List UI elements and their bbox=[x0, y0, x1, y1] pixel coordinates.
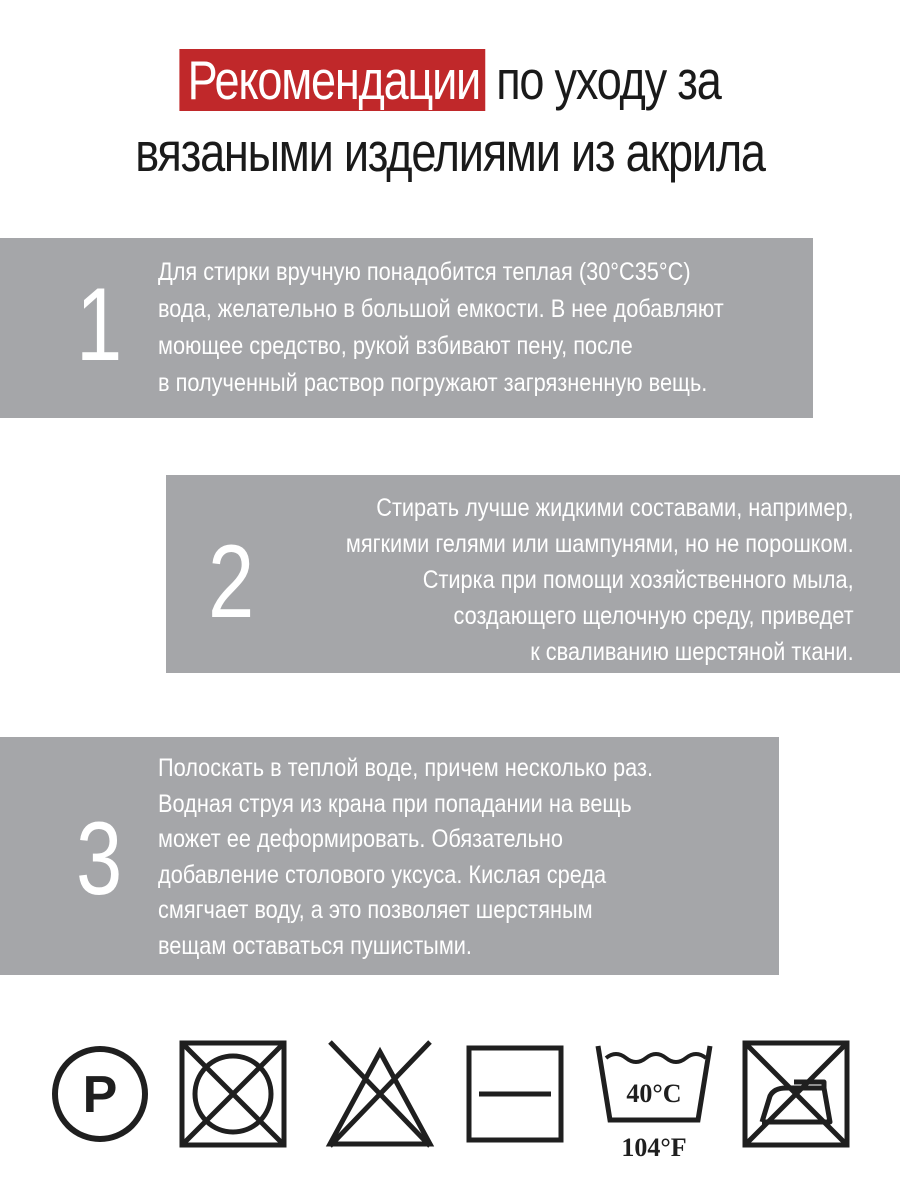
step-2-line: Стирка при помощи хозяйственного мыла, bbox=[423, 566, 854, 594]
step-3-line: добавление столового уксуса. Кислая среда bbox=[158, 860, 607, 889]
professional-cleaning-p-icon bbox=[50, 1044, 150, 1144]
do-not-iron-icon bbox=[740, 1038, 852, 1150]
step-1-line: Для стирки вручную понадобится теплая (30°С35°С) bbox=[158, 258, 691, 286]
step-1-line: в полученный раствор погружают загрязненную вещь. bbox=[158, 369, 708, 397]
step-number-2: 2 bbox=[208, 524, 255, 640]
step-2-line: создающего щелочную среду, приведет bbox=[453, 602, 854, 630]
title-line2: вязаными изделиями из акрила bbox=[135, 121, 765, 183]
step-text-2 bbox=[346, 490, 854, 670]
wash-40-icon bbox=[592, 1038, 716, 1168]
wash-fahrenheit-label: 104°F bbox=[621, 1133, 687, 1162]
step-3-line: вещам оставаться пушистыми. bbox=[158, 931, 472, 960]
wash-celsius-label: 40°C bbox=[626, 1079, 682, 1108]
step-3-line: Водная струя из крана при попадании на вещь bbox=[158, 789, 632, 818]
step-3-line: смягчает воду, а это позволяет шерстяным bbox=[158, 896, 593, 924]
step-2-line: мягкими гелями или шампунями, но не порошком. bbox=[346, 530, 854, 558]
care-icons-row bbox=[0, 1030, 900, 1170]
step-1-line: моющее средство, рукой взбивают пену, после bbox=[158, 332, 633, 360]
step-2-line: к сваливанию шерстяной ткани. bbox=[530, 638, 854, 666]
step-text-3 bbox=[158, 751, 653, 964]
step-1-line: вода, желательно в большой емкости. В нее добавляют bbox=[158, 295, 724, 323]
step-number-1: 1 bbox=[76, 267, 123, 383]
p-letter: P bbox=[82, 1066, 118, 1124]
do-not-tumble-dry-icon bbox=[177, 1038, 289, 1150]
title-rest-line1: по уходу за bbox=[496, 49, 721, 111]
title-highlight: Рекомендации bbox=[179, 49, 484, 111]
step-text-1 bbox=[158, 254, 724, 402]
page-title bbox=[81, 44, 819, 188]
step-3-line: Полоскать в теплой воде, причем несколько раз. bbox=[158, 754, 654, 782]
do-not-bleach-icon bbox=[322, 1038, 438, 1150]
step-number-3: 3 bbox=[76, 801, 123, 917]
step-2-line: Стирать лучше жидкими составами, например, bbox=[376, 494, 854, 522]
dry-flat-icon bbox=[465, 1044, 565, 1144]
step-3-line: может ее деформировать. Обязательно bbox=[158, 825, 563, 853]
